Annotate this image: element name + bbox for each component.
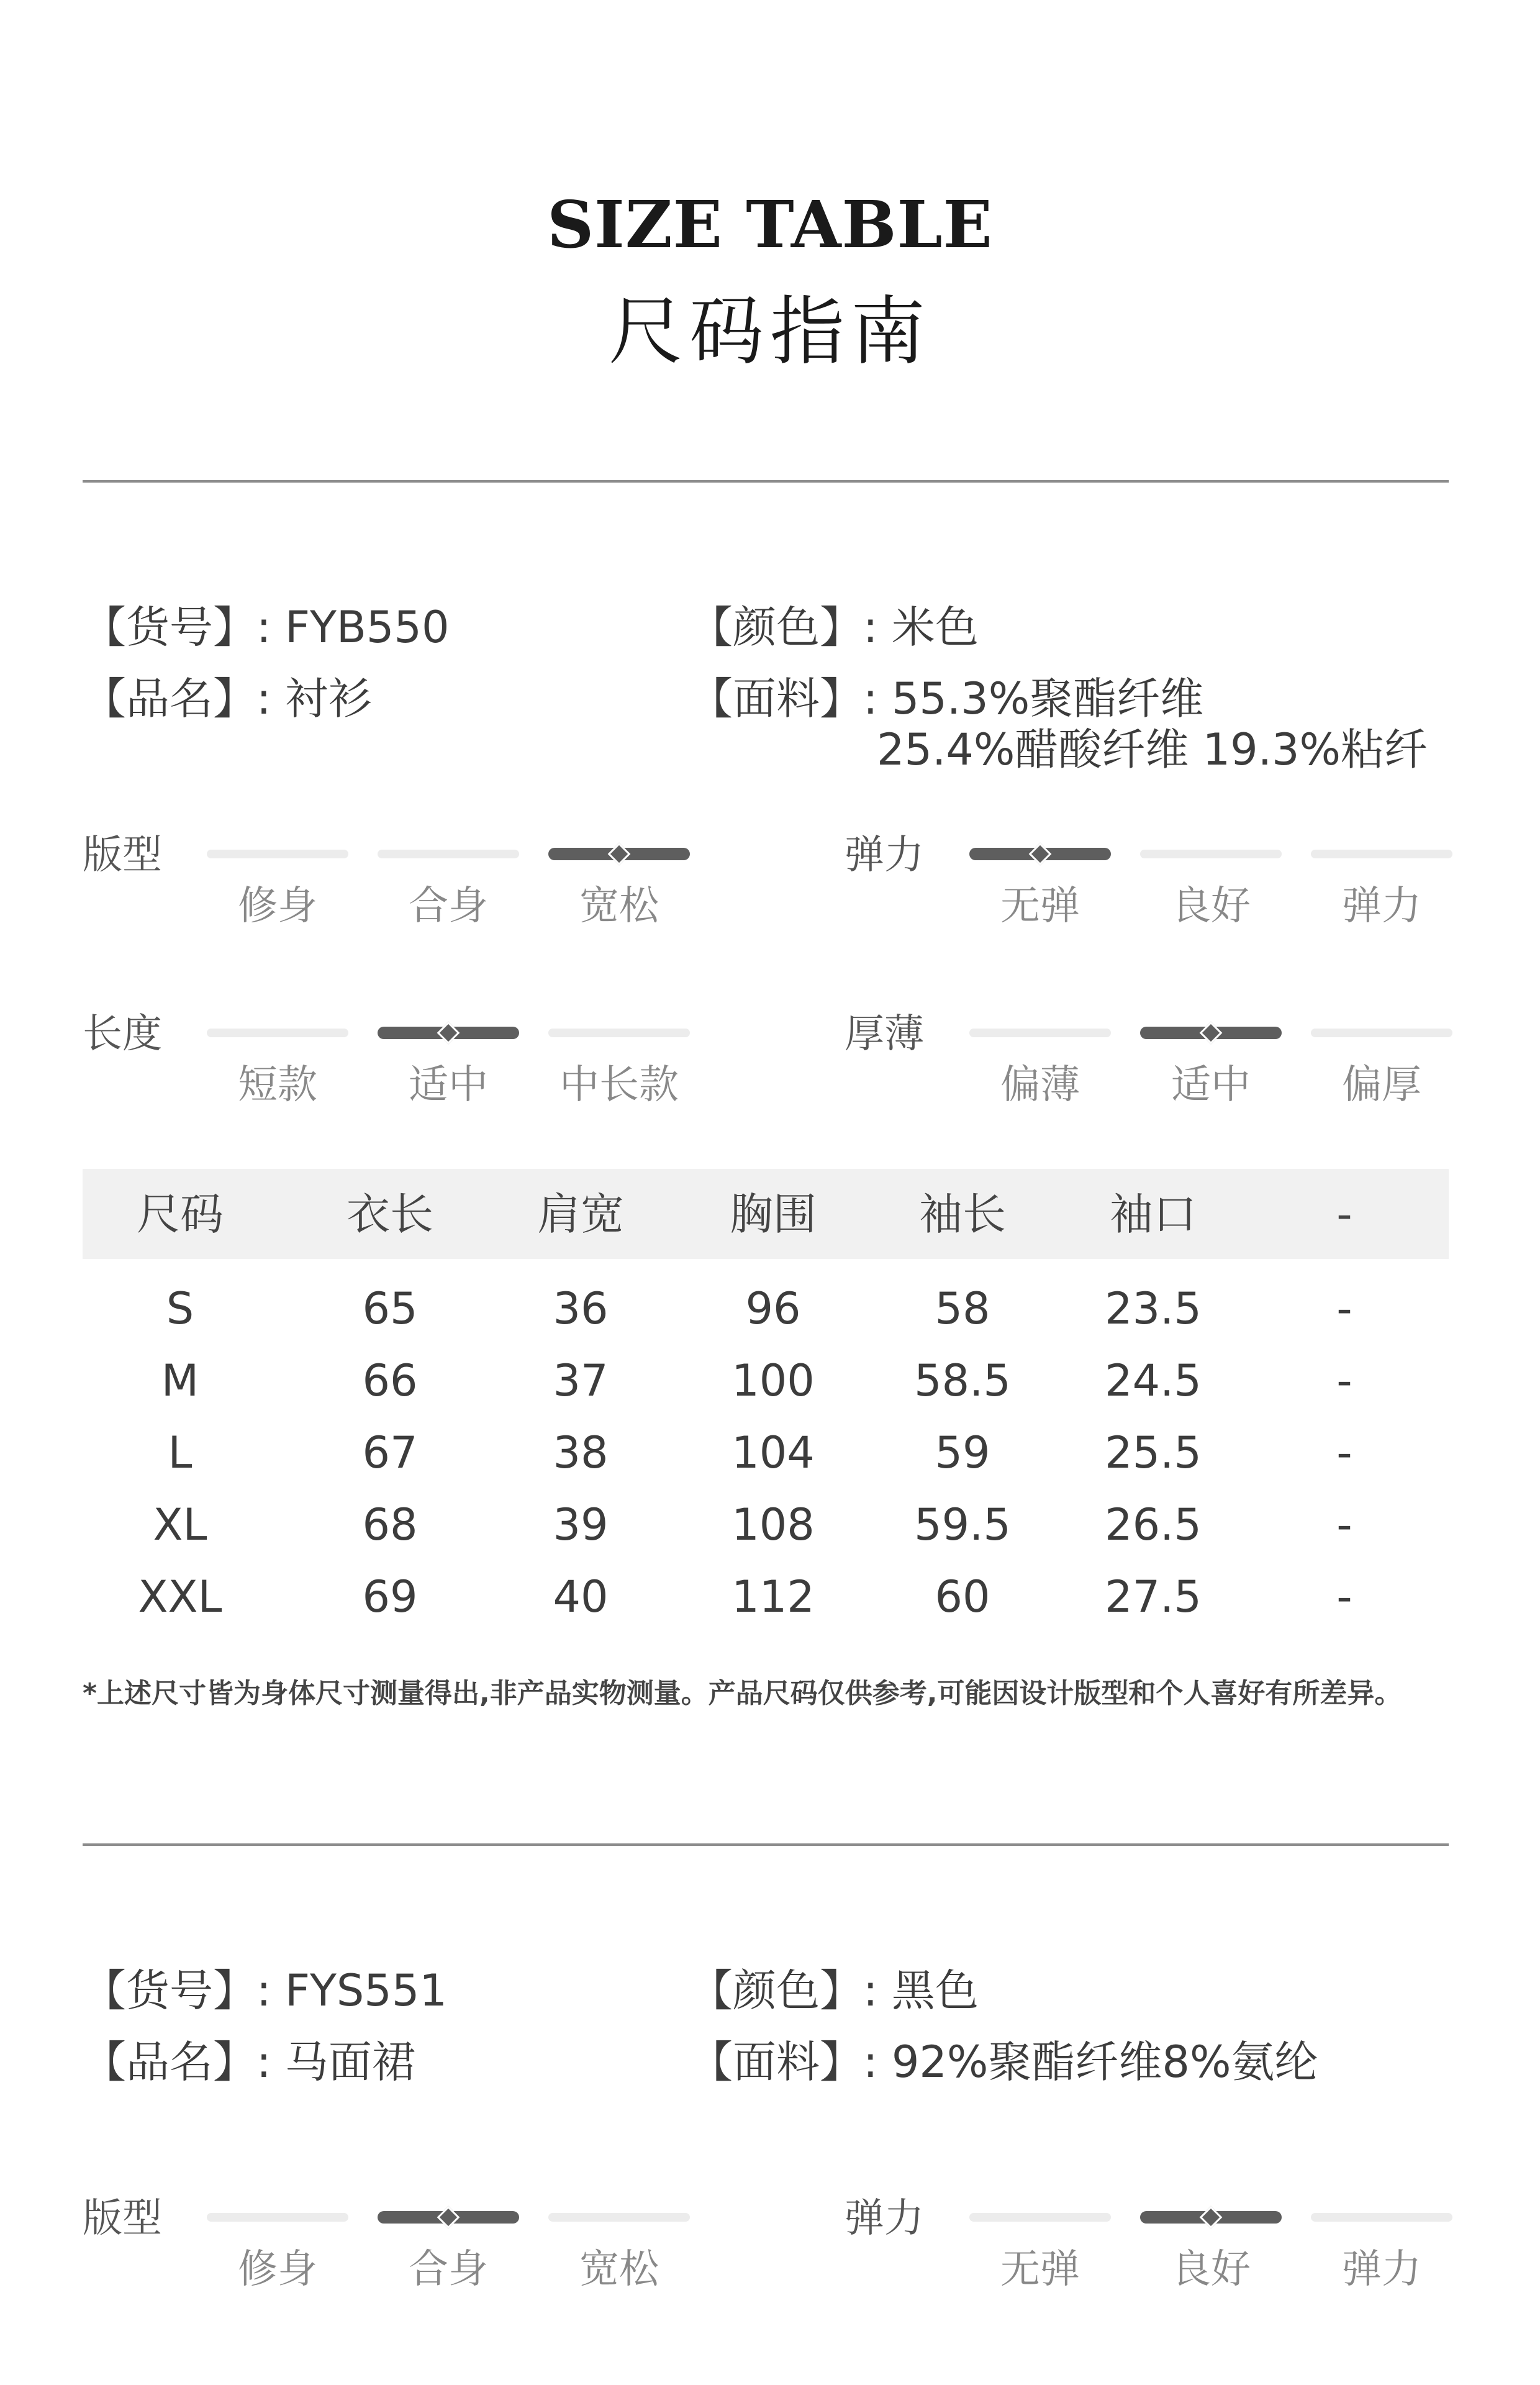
option-track [1311,2213,1452,2222]
title-en: SIZE TABLE [547,186,993,263]
table-cell: 58 [935,1283,990,1334]
attribute-label: 弹力 [845,832,924,878]
option-track [969,1029,1111,1037]
table-cell: 96 [745,1283,801,1334]
table-cell: 60 [935,1571,990,1622]
table-cell: 36 [553,1283,609,1334]
table-cell: 66 [362,1355,418,1406]
item-name-2: 【品名】: 马面裙 [83,2037,415,2087]
option-track [378,850,519,858]
table-cell: 40 [553,1571,609,1622]
table-header-cell: - [1336,1189,1352,1240]
item-fabric-2: 【面料】: 92%聚酯纤维8%氨纶 [689,2037,1318,2087]
option-track [969,2213,1111,2222]
table-cell: 100 [732,1355,815,1406]
selected-indicator [969,848,1111,860]
selected-indicator [1140,2211,1282,2224]
table-cell: XL [153,1499,207,1550]
option-label: 弹力 [1342,883,1421,929]
table-header-cell: 衣长 [346,1189,433,1240]
table-cell: 65 [362,1283,418,1334]
attribute-label: 厚薄 [845,1011,924,1057]
table-cell: 104 [732,1427,815,1478]
table-cell: - [1336,1571,1352,1622]
option-label: 偏厚 [1342,1062,1421,1108]
selected-indicator [378,2211,519,2224]
table-header-cell: 胸围 [730,1189,817,1240]
option-label: 无弹 [1000,883,1080,929]
option-track [207,2213,348,2222]
option-label: 无弹 [1000,2246,1080,2292]
option-track [548,1029,690,1037]
table-cell: XXL [138,1571,222,1622]
selected-indicator [378,1027,519,1039]
attribute-label: 长度 [83,1011,162,1057]
table-cell: 108 [732,1499,815,1550]
table-cell: 69 [362,1571,418,1622]
table-cell: 24.5 [1105,1355,1202,1406]
table-cell: M [161,1355,199,1406]
table-cell: - [1336,1499,1352,1550]
item-fabric-line1: 【面料】: 55.3%聚酯纤维 [689,673,1204,724]
attribute-label: 弹力 [845,2196,924,2242]
selected-indicator [548,848,690,860]
table-cell: - [1336,1355,1352,1406]
attribute-label: 版型 [83,832,162,878]
divider-middle [83,1843,1449,1846]
option-track [1311,850,1452,858]
item-name: 【品名】: 衬衫 [83,673,372,724]
option-label: 修身 [238,2246,317,2292]
item-color: 【颜色】: 米色 [689,602,979,653]
attribute-label: 版型 [83,2196,162,2242]
table-cell: - [1336,1283,1352,1334]
table-cell: 27.5 [1105,1571,1202,1622]
table-header-cell: 尺码 [137,1189,224,1240]
option-label: 短款 [238,1062,317,1108]
table-cell: 112 [732,1571,815,1622]
option-label: 偏薄 [1000,1062,1080,1108]
option-label: 宽松 [579,2246,659,2292]
option-label: 合身 [409,883,488,929]
option-track [548,2213,690,2222]
item-fabric-line2: 25.4%醋酸纤维 19.3%粘纤 [877,724,1428,775]
option-label: 弹力 [1342,2246,1421,2292]
table-cell: 59 [935,1427,990,1478]
divider-top [83,480,1449,483]
item-no-2: 【货号】: FYS551 [83,1965,447,2016]
title-cn: 尺码指南 [609,289,931,375]
option-label: 适中 [409,1062,488,1108]
option-track [1311,1029,1452,1037]
table-cell: 39 [553,1499,609,1550]
option-label: 修身 [238,883,317,929]
option-label: 中长款 [559,1062,679,1108]
option-label: 良好 [1171,2246,1251,2292]
table-cell: 25.5 [1105,1427,1202,1478]
table-cell: L [168,1427,192,1478]
table-header-cell: 肩宽 [537,1189,624,1240]
size-note: *上述尺寸皆为身体尺寸测量得出,非产品实物测量。产品尺码仅供参考,可能因设计版型和个人喜好有所差异。 [83,1678,1402,1709]
table-cell: S [166,1283,194,1334]
table-cell: 67 [362,1427,418,1478]
table-cell: 68 [362,1499,418,1550]
option-track [207,1029,348,1037]
item-no: 【货号】: FYB550 [83,602,450,653]
table-cell: - [1336,1427,1352,1478]
table-header-cell: 袖长 [919,1189,1006,1240]
selected-indicator [1140,1027,1282,1039]
table-cell: 59.5 [914,1499,1011,1550]
table-cell: 58.5 [914,1355,1011,1406]
option-label: 合身 [409,2246,488,2292]
table-cell: 23.5 [1105,1283,1202,1334]
item-color-2: 【颜色】: 黑色 [689,1965,979,2016]
option-label: 适中 [1171,1062,1251,1108]
option-label: 宽松 [579,883,659,929]
table-header-cell: 袖口 [1110,1189,1197,1240]
table-cell: 37 [553,1355,609,1406]
option-track [207,850,348,858]
option-track [1140,850,1282,858]
table-cell: 38 [553,1427,609,1478]
table-cell: 26.5 [1105,1499,1202,1550]
option-label: 良好 [1171,883,1251,929]
